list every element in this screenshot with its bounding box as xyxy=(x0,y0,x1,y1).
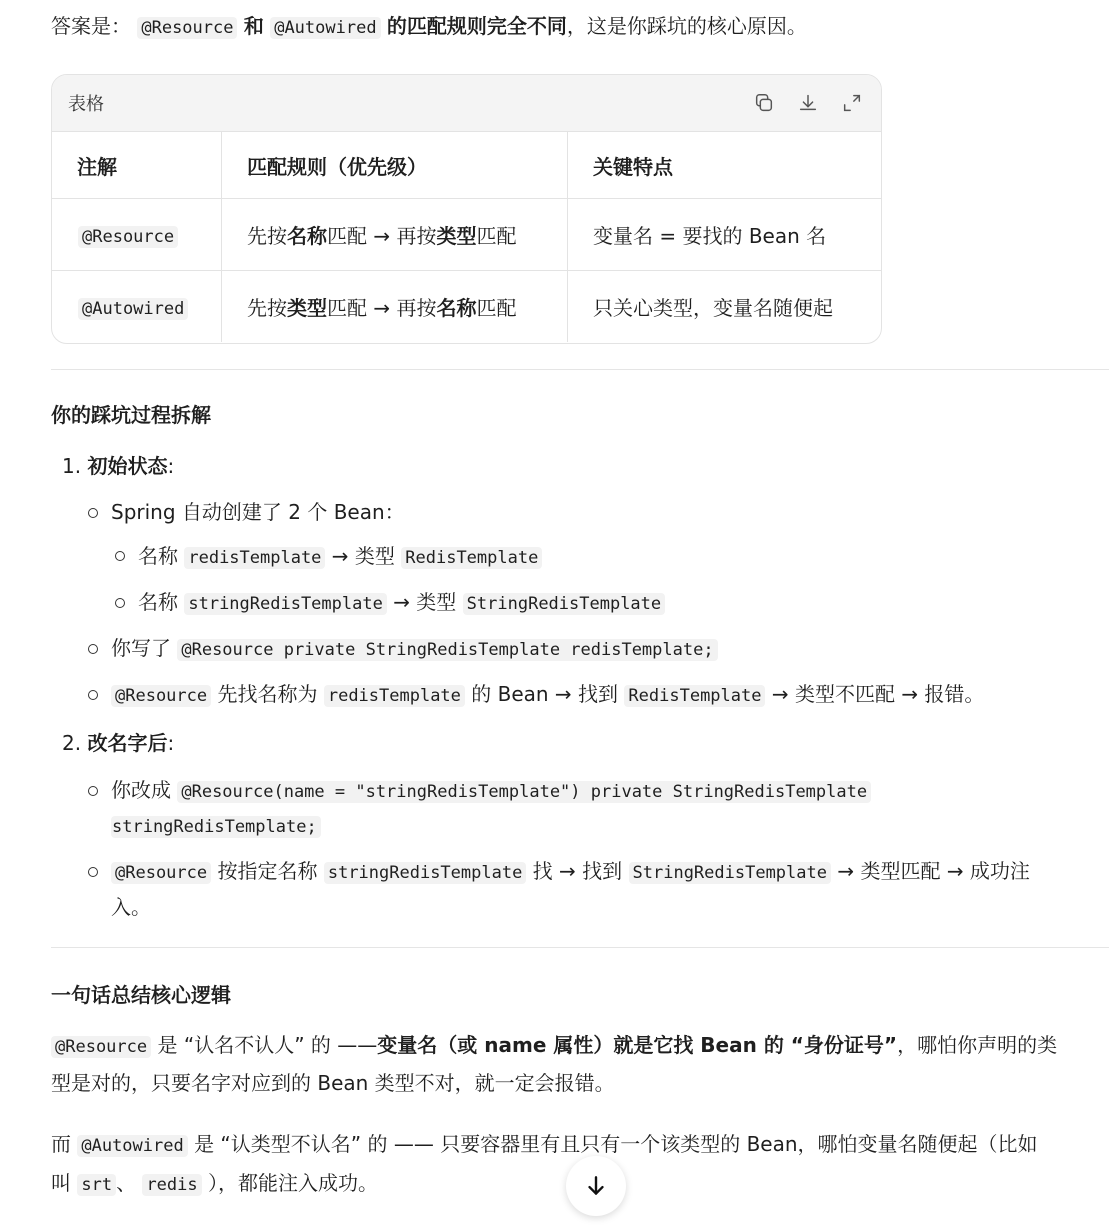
item-text: 名称 xyxy=(138,544,178,568)
list-item xyxy=(138,541,542,573)
inline-code: @Autowired xyxy=(77,1135,187,1157)
inline-code: @Resource xyxy=(78,226,178,248)
item-text: → 类型不匹配 → 报错。 xyxy=(771,682,985,706)
inline-code: redisTemplate xyxy=(184,547,325,569)
comparison-table-card xyxy=(51,74,882,344)
bullet-icon xyxy=(115,551,125,561)
inline-code: @Resource xyxy=(137,17,237,39)
item-text: 你改成 xyxy=(111,778,171,802)
copy-icon[interactable] xyxy=(751,90,777,116)
section-heading: 一句话总结核心逻辑 xyxy=(51,983,231,1007)
cell-text: 先按 xyxy=(247,296,287,320)
cell-bold: 类型 xyxy=(287,296,327,320)
inline-code: RedisTemplate xyxy=(401,547,542,569)
arrow-down-icon xyxy=(583,1173,609,1199)
item-text: 找 → 找到 xyxy=(532,859,623,883)
table-header: 关键特点 xyxy=(568,132,882,199)
table-cell: 变量名 = 要找的 Bean 名 xyxy=(568,199,882,271)
inline-code: @Resource xyxy=(51,1036,151,1058)
cell-bold: 类型 xyxy=(436,224,477,248)
para-text: 是 “认名不认人” 的 —— xyxy=(157,1033,378,1057)
inline-code: stringRedisTemplate; xyxy=(111,816,321,838)
summary-paragraph-2-line-2 xyxy=(51,1164,378,1204)
list-item-step-1 xyxy=(62,451,174,481)
inline-code: @Resource xyxy=(111,685,211,707)
list-item-continued: 入。 xyxy=(111,895,151,919)
section-divider xyxy=(51,947,1109,948)
item-text: → 类型 xyxy=(331,544,395,568)
inline-code: @Autowired xyxy=(270,17,380,39)
inline-code: @Autowired xyxy=(78,298,188,320)
inline-code: StringRedisTemplate xyxy=(629,862,831,884)
list-item xyxy=(111,633,718,665)
download-icon[interactable] xyxy=(795,90,821,116)
section-divider xyxy=(51,369,1109,370)
bullet-icon xyxy=(88,867,98,877)
list-item-step-2 xyxy=(62,728,174,758)
table-header: 注解 xyxy=(52,132,222,199)
list-item xyxy=(138,587,665,619)
inline-code: @Resource private StringRedisTemplate redisTemplate; xyxy=(177,639,717,661)
bullet-icon xyxy=(115,598,125,608)
table-toolbar xyxy=(52,75,881,132)
list-item xyxy=(111,856,1030,888)
section-heading: 你的踩坑过程拆解 xyxy=(51,403,211,427)
table-cell xyxy=(52,199,222,271)
inline-code: @Resource xyxy=(111,862,211,884)
scroll-to-bottom-button[interactable] xyxy=(566,1156,626,1216)
list-number: 2. xyxy=(62,731,82,755)
intro-line xyxy=(51,10,807,44)
intro-suffix: ，这是你踩坑的核心原因。 xyxy=(566,14,807,38)
table-cell xyxy=(52,271,222,343)
inline-code: srt xyxy=(77,1174,116,1196)
inline-code: @Resource(name = "stringRedisTemplate") private StringRedisTemplate xyxy=(177,781,871,803)
para-text: 而 xyxy=(51,1132,71,1156)
bullet-icon xyxy=(88,508,98,518)
item-text: 先找名称为 xyxy=(217,682,318,706)
cell-bold: 名称 xyxy=(436,296,477,320)
table-row xyxy=(52,271,881,343)
summary-paragraph-1 xyxy=(51,1026,1057,1066)
table-label: 表格 xyxy=(68,94,104,115)
inline-code: StringRedisTemplate xyxy=(463,593,665,615)
colon: : xyxy=(167,454,175,478)
table-cell: 只关心类型，变量名随便起 xyxy=(593,296,833,320)
item-text: → 类型匹配 → 成功注 xyxy=(837,859,1030,883)
comparison-table xyxy=(52,132,881,342)
cell-bold: 名称 xyxy=(287,224,327,248)
summary-paragraph-2 xyxy=(51,1125,1038,1165)
para-text: 、 xyxy=(116,1171,137,1195)
bullet-icon xyxy=(88,786,98,796)
list-item xyxy=(111,775,871,807)
table-header: 匹配规则（优先级） xyxy=(222,132,568,199)
bullet-icon xyxy=(88,690,98,700)
bullet-icon xyxy=(88,644,98,654)
inline-code: RedisTemplate xyxy=(624,685,765,707)
cell-text: 匹配 → 再按 xyxy=(327,224,437,248)
intro-prefix: 答案是： xyxy=(51,14,131,38)
step-title: 初始状态 xyxy=(87,454,168,478)
item-text: → 类型 xyxy=(393,590,457,614)
inline-code: stringRedisTemplate xyxy=(324,862,526,884)
table-tools xyxy=(751,90,865,116)
item-text: 的 Bean → 找到 xyxy=(471,682,619,706)
table-cell xyxy=(222,199,568,271)
cell-text: 匹配 → 再按 xyxy=(327,296,437,320)
inline-code: stringRedisTemplate xyxy=(184,593,386,615)
expand-icon[interactable] xyxy=(839,90,865,116)
cell-text: 匹配 xyxy=(476,296,517,320)
table-header-row xyxy=(52,132,881,199)
list-item: Spring 自动创建了 2 个 Bean： xyxy=(111,500,405,524)
summary-paragraph-1-line-2: 型是对的，只要名字对应到的 Bean 类型不对，就一定会报错。 xyxy=(51,1071,615,1095)
intro-bold: 的匹配规则完全不同 xyxy=(386,14,567,38)
list-item-continued xyxy=(111,810,321,842)
colon: : xyxy=(167,731,175,755)
item-text: 你写了 xyxy=(111,636,171,660)
inline-code: redisTemplate xyxy=(324,685,465,707)
item-text: 按指定名称 xyxy=(217,859,318,883)
list-number: 1. xyxy=(62,454,82,478)
item-text: 名称 xyxy=(138,590,178,614)
para-bold: 变量名（或 name 属性）就是它找 Bean 的 “身份证号” xyxy=(377,1033,898,1057)
inline-code: redis xyxy=(142,1174,201,1196)
para-text: ，哪怕你声明的类 xyxy=(897,1033,1058,1057)
para-text: ），都能注入成功。 xyxy=(207,1171,378,1195)
para-text: 是 “认类型不认名” 的 —— 只要容器里有且只有一个该类型的 Bean，哪怕变量名随便起（比如 xyxy=(194,1132,1038,1156)
intro-and: 和 xyxy=(243,14,264,38)
cell-text: 匹配 xyxy=(476,224,517,248)
table-cell xyxy=(222,271,568,343)
step-title: 改名字后 xyxy=(87,731,168,755)
para-text: 叫 xyxy=(51,1171,71,1195)
list-item xyxy=(111,679,984,711)
table-row xyxy=(52,199,881,271)
cell-text: 先按 xyxy=(247,224,287,248)
